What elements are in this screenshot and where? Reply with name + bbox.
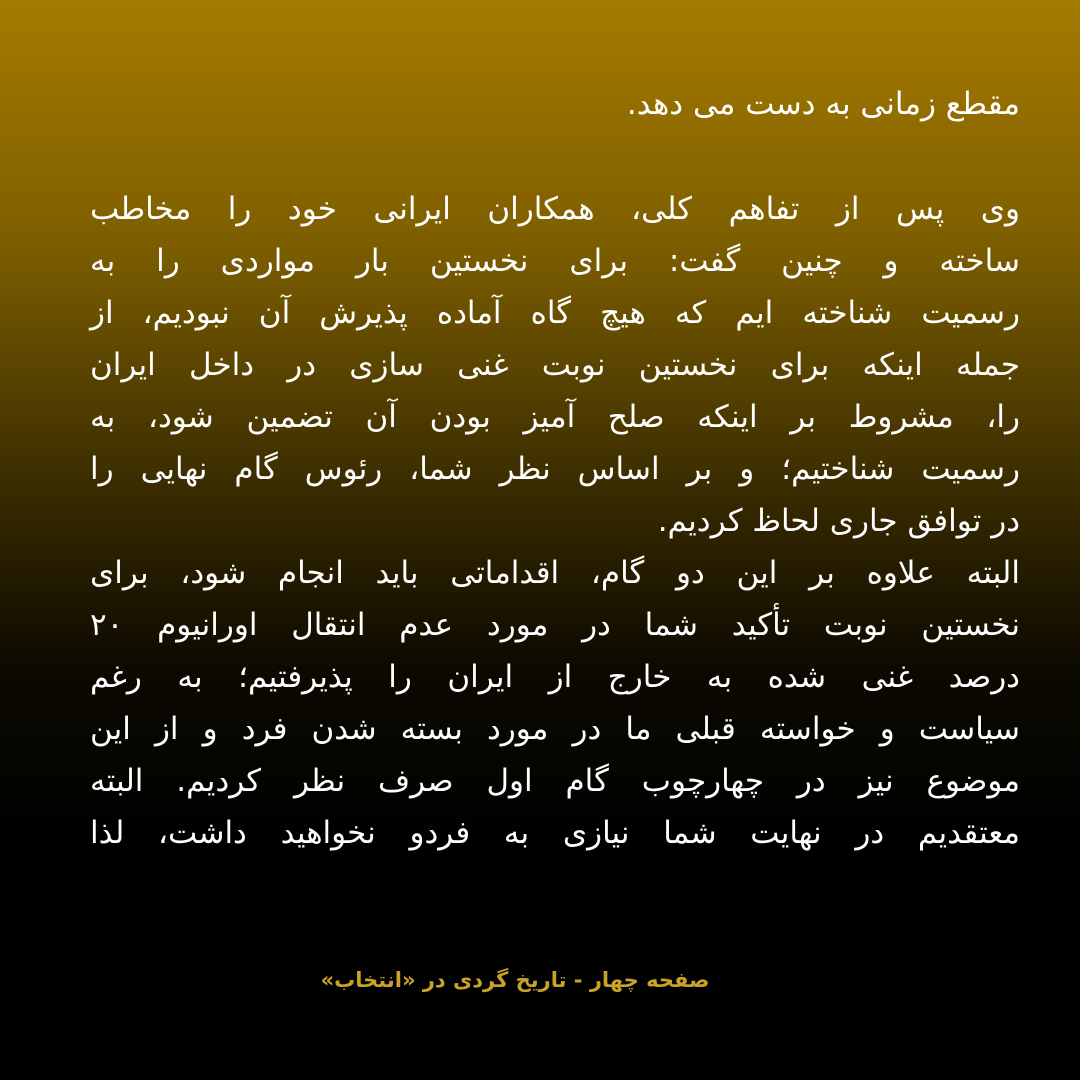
text-line: درصد غنی شده به خارج از ایران را پذیرفتیم؛ به رغم (90, 659, 1020, 695)
text-line: مقطع زمانی به دست می دهد. (626, 86, 1020, 122)
text-line: سیاست و خواسته قبلی ما در مورد بسته شدن فرد و از این (90, 711, 1020, 747)
text-line: وی پس از تفاهم کلی، همکاران ایرانی خود را مخاطب (90, 191, 1020, 227)
text-line: نخستین نوبت تأکید شما در مورد عدم انتقال اورانیوم ۲۰ (90, 607, 1020, 643)
text-line: رسمیت شناختیم؛ و بر اساس نظر شما، رئوس گام نهایی را (90, 451, 1020, 487)
page-footer: صفحه چهار - تاریخ گردی در «انتخاب» (320, 968, 710, 992)
text-line: موضوع نیز در چهارچوب گام اول صرف نظر کردیم. البته (90, 763, 1020, 799)
text-line: جمله اینکه برای نخستین نوبت غنی سازی در داخل ایران (90, 347, 1020, 383)
text-line: را، مشروط بر اینکه صلح آمیز بودن آن تضمین شود، به (90, 399, 1020, 435)
article-body (90, 78, 1020, 859)
text-line: معتقدیم در نهایت شما نیازی به فردو نخواهید داشت، لذا (90, 815, 1020, 851)
paragraph-gap (90, 130, 1020, 183)
text-line: در توافق جاری لحاظ کردیم. (657, 503, 1020, 539)
text-line: البته علاوه بر این دو گام، اقداماتی باید انجام شود، برای (90, 555, 1020, 591)
text-line: ساخته و چنین گفت: برای نخستین بار مواردی را به (90, 243, 1020, 279)
text-line: رسمیت شناخته ایم که هیچ گاه آماده پذیرش آن نبودیم، از (90, 295, 1020, 331)
